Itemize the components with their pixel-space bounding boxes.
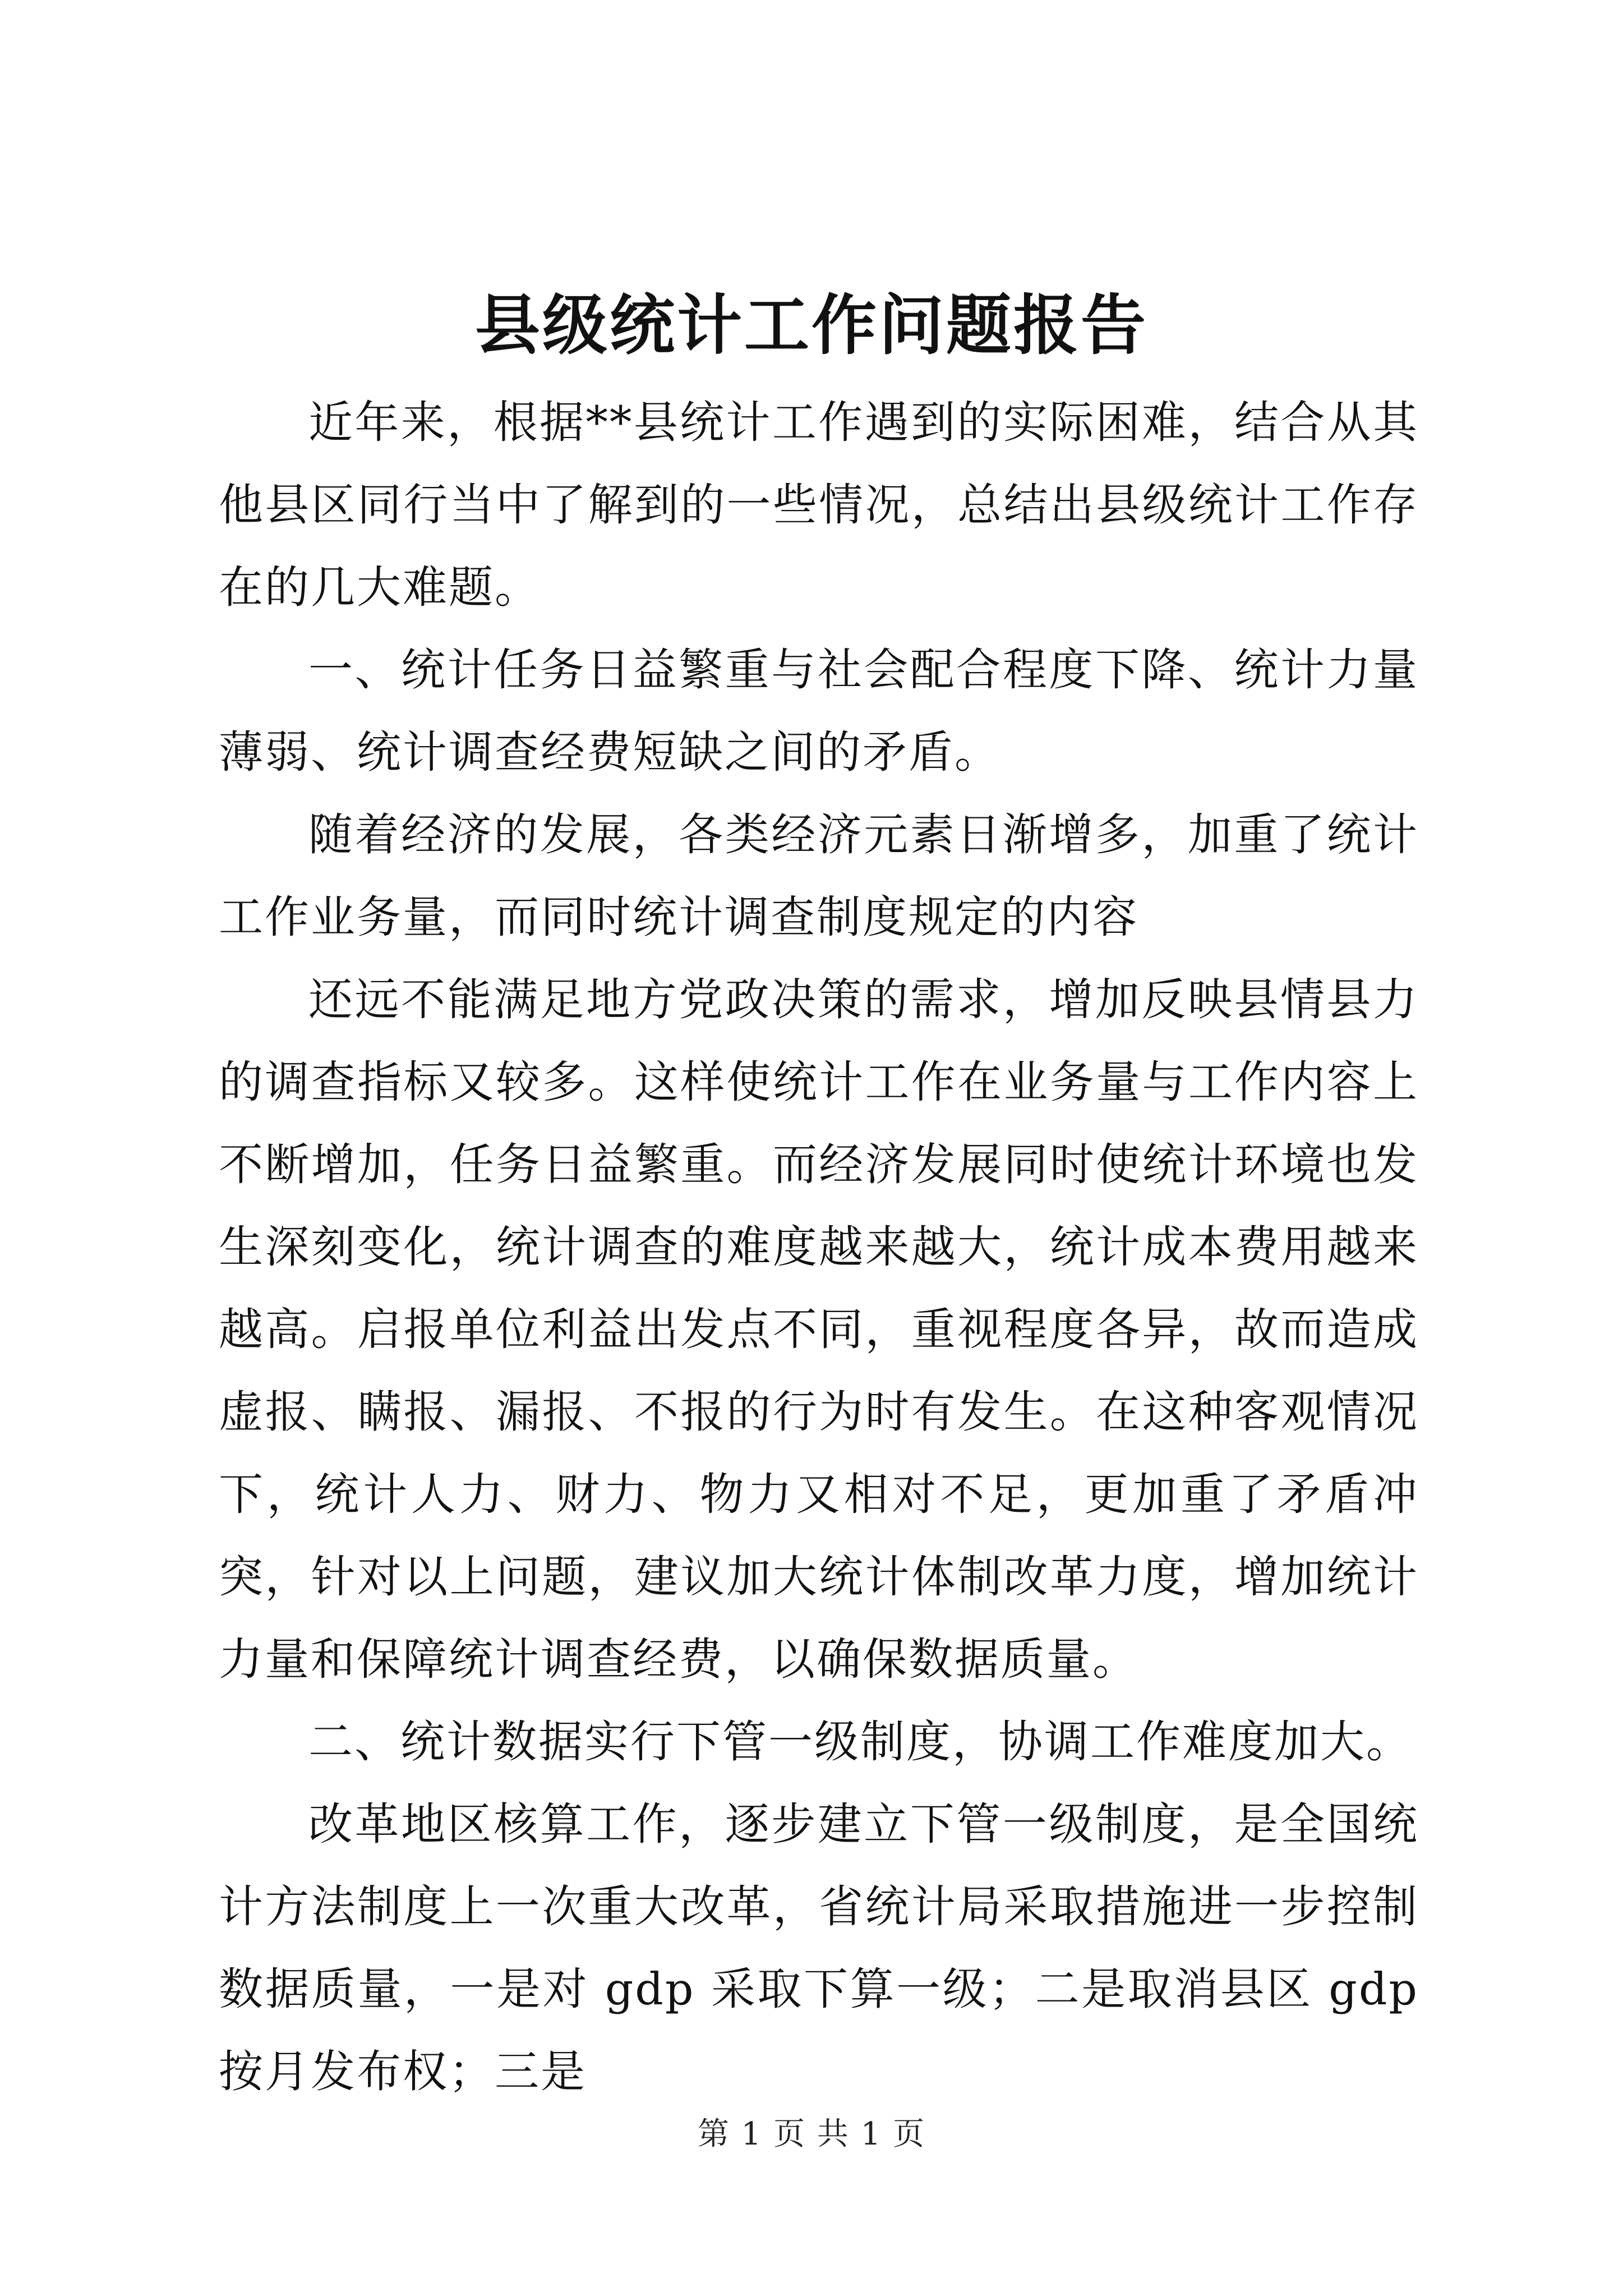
paragraph-decision-needs: 还远不能满足地方党政决策的需求，增加反映县情县力的调查指标又较多。这样使统计工作在业务量与工作内容上不断增加，任务日益繁重。而经济发展同时使统计环境也发生深刻变化，统计调查的难度越来越大，统计成本费用越来越高。启报单位利益出发点不同，重视程度各异，故而造成虚报、瞒报、漏报、不报的行为时有发生。在这种客观情况下，统计人力、财力、物力又相对不足，更加重了矛盾冲突，针对以上问题，建议加大统计体制改革力度，增加统计力量和保障统计调查经费，以确保数据质量。: [219, 974, 1419, 1685]
paragraph-heading-two: 二、统计数据实行下管一级制度，协调工作难度加大。: [308, 1716, 1412, 1768]
paragraph-economic-development: 随着经济的发展，各类经济元素日渐增多，加重了统计工作业务量，而同时统计调查制度规定的内容: [219, 809, 1419, 943]
page-footer: 第 1 页 共 1 页: [697, 2116, 926, 2152]
paragraph-heading-one: 一、统计任务日益繁重与社会配合程度下降、统计力量薄弱、统计调查经费短缺之间的矛盾。: [219, 644, 1419, 778]
paragraph-intro: 近年来，根据**县统计工作遇到的实际困难，结合从其他县区同行当中了解到的一些情况，总结出县级统计工作存在的几大难题。: [219, 397, 1419, 613]
paragraph-accounting-reform: 改革地区核算工作，逐步建立下管一级制度，是全国统计方法制度上一次重大改革，省统计局采取措施进一步控制数据质量，一是对 gdp 采取下算一级；二是取消县区 gdp 按月发布权；三是: [219, 1798, 1419, 2097]
document-title: 县级统计工作问题报告: [475, 287, 1148, 364]
document-body: [219, 381, 1419, 2113]
